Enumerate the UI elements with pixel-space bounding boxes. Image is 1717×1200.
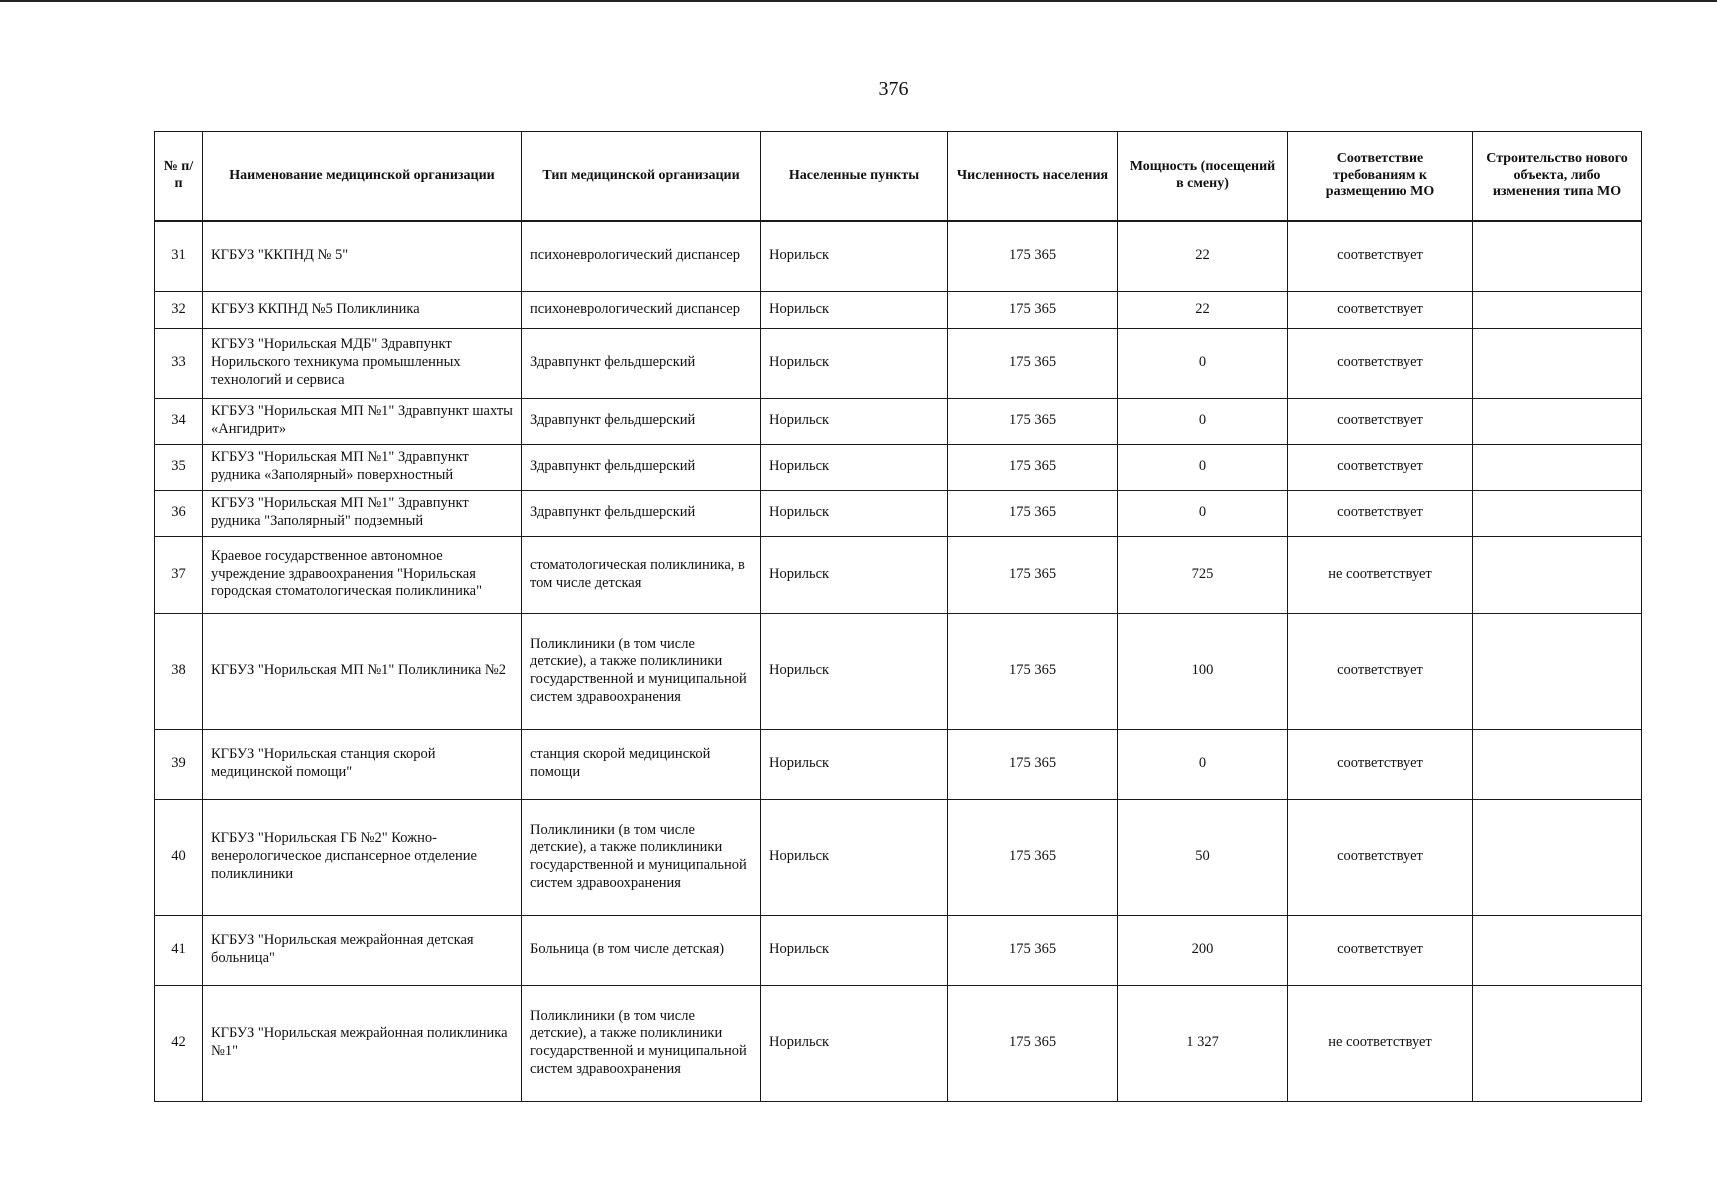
header-construction: Строительство нового объекта, либо изменения типа МО xyxy=(1473,132,1642,222)
row-number: 31 xyxy=(155,221,203,291)
organization-name: КГБУЗ "Норильская межрайонная детская больница" xyxy=(203,915,522,985)
table-row xyxy=(155,444,1642,490)
organization-type: Здравпункт фельдшерский xyxy=(522,444,761,490)
header-localities: Населенные пункты xyxy=(761,132,948,222)
locality: Норильск xyxy=(761,328,948,398)
locality: Норильск xyxy=(761,221,948,291)
organization-name: КГБУЗ "Норильская станция скорой медицинской помощи" xyxy=(203,729,522,799)
row-number: 41 xyxy=(155,915,203,985)
organization-type: Поликлиники (в том числе детские), а также поликлиники государственной и муниципальной систем здравоохранения xyxy=(522,799,761,915)
organization-name: КГБУЗ "Норильская МП №1" Здравпункт рудника "Заполярный" подземный xyxy=(203,490,522,536)
population: 175 365 xyxy=(948,985,1118,1101)
row-number: 39 xyxy=(155,729,203,799)
organization-name: КГБУЗ "Норильская межрайонная поликлиника №1" xyxy=(203,985,522,1101)
capacity: 0 xyxy=(1118,444,1288,490)
construction xyxy=(1473,536,1642,613)
medical-organizations-table xyxy=(154,131,1642,1102)
table-row xyxy=(155,985,1642,1101)
row-number: 38 xyxy=(155,613,203,729)
header-population: Численность населения xyxy=(948,132,1118,222)
construction xyxy=(1473,985,1642,1101)
organization-type: психоневрологический диспансер xyxy=(522,291,761,328)
header-capacity: Мощность (посещений в смену) xyxy=(1118,132,1288,222)
compliance: соответствует xyxy=(1288,729,1473,799)
compliance: соответствует xyxy=(1288,221,1473,291)
construction xyxy=(1473,490,1642,536)
row-number: 40 xyxy=(155,799,203,915)
capacity: 22 xyxy=(1118,291,1288,328)
organization-type: стоматологическая поликлиника, в том числе детская xyxy=(522,536,761,613)
row-number: 42 xyxy=(155,985,203,1101)
construction xyxy=(1473,398,1642,444)
locality: Норильск xyxy=(761,985,948,1101)
organization-type: станция скорой медицинской помощи xyxy=(522,729,761,799)
row-number: 37 xyxy=(155,536,203,613)
capacity: 725 xyxy=(1118,536,1288,613)
header-compliance: Соответствие требованиям к размещению МО xyxy=(1288,132,1473,222)
compliance: соответствует xyxy=(1288,915,1473,985)
compliance: соответствует xyxy=(1288,328,1473,398)
table-row xyxy=(155,398,1642,444)
locality: Норильск xyxy=(761,291,948,328)
organization-type: психоневрологический диспансер xyxy=(522,221,761,291)
page-number: 376 xyxy=(878,78,909,100)
locality: Норильск xyxy=(761,444,948,490)
scan-top-edge xyxy=(0,0,1717,2)
compliance: соответствует xyxy=(1288,398,1473,444)
construction xyxy=(1473,221,1642,291)
organization-name: КГБУЗ "Норильская МП №1" Поликлиника №2 xyxy=(203,613,522,729)
organization-type: Поликлиники (в том числе детские), а также поликлиники государственной и муниципальной систем здравоохранения xyxy=(522,613,761,729)
capacity: 100 xyxy=(1118,613,1288,729)
population: 175 365 xyxy=(948,729,1118,799)
table-row xyxy=(155,291,1642,328)
row-number: 32 xyxy=(155,291,203,328)
organization-name: КГБУЗ "Норильская МП №1" Здравпункт шахты «Ангидрит» xyxy=(203,398,522,444)
row-number: 35 xyxy=(155,444,203,490)
population: 175 365 xyxy=(948,799,1118,915)
table-row xyxy=(155,490,1642,536)
table-row xyxy=(155,915,1642,985)
table-row xyxy=(155,613,1642,729)
organization-name: КГБУЗ "Норильская МП №1" Здравпункт рудника «Заполярный» поверхностный xyxy=(203,444,522,490)
population: 175 365 xyxy=(948,444,1118,490)
construction xyxy=(1473,915,1642,985)
population: 175 365 xyxy=(948,613,1118,729)
compliance: соответствует xyxy=(1288,490,1473,536)
organization-name: КГБУЗ "ККПНД № 5" xyxy=(203,221,522,291)
population: 175 365 xyxy=(948,328,1118,398)
construction xyxy=(1473,729,1642,799)
capacity: 0 xyxy=(1118,328,1288,398)
header-number: № п/п xyxy=(155,132,203,222)
header-organization-name: Наименование медицинской организации xyxy=(203,132,522,222)
row-number: 34 xyxy=(155,398,203,444)
capacity: 22 xyxy=(1118,221,1288,291)
table-row xyxy=(155,799,1642,915)
locality: Норильск xyxy=(761,729,948,799)
header-organization-type: Тип медицинской организации xyxy=(522,132,761,222)
table-row xyxy=(155,221,1642,291)
row-number: 33 xyxy=(155,328,203,398)
locality: Норильск xyxy=(761,613,948,729)
organization-name: КГБУЗ ККПНД №5 Поликлиника xyxy=(203,291,522,328)
compliance: не соответствует xyxy=(1288,985,1473,1101)
organization-type: Поликлиники (в том числе детские), а также поликлиники государственной и муниципальной систем здравоохранения xyxy=(522,985,761,1101)
population: 175 365 xyxy=(948,915,1118,985)
compliance: не соответствует xyxy=(1288,536,1473,613)
population: 175 365 xyxy=(948,291,1118,328)
population: 175 365 xyxy=(948,398,1118,444)
organization-name: КГБУЗ "Норильская МДБ" Здравпункт Норильского техникума промышленных технологий и сервиса xyxy=(203,328,522,398)
locality: Норильск xyxy=(761,536,948,613)
population: 175 365 xyxy=(948,490,1118,536)
organization-type: Здравпункт фельдшерский xyxy=(522,328,761,398)
compliance: соответствует xyxy=(1288,799,1473,915)
population: 175 365 xyxy=(948,536,1118,613)
organization-type: Здравпункт фельдшерский xyxy=(522,398,761,444)
table-row xyxy=(155,729,1642,799)
construction xyxy=(1473,291,1642,328)
locality: Норильск xyxy=(761,799,948,915)
capacity: 50 xyxy=(1118,799,1288,915)
population: 175 365 xyxy=(948,221,1118,291)
locality: Норильск xyxy=(761,915,948,985)
compliance: соответствует xyxy=(1288,613,1473,729)
organization-type: Здравпункт фельдшерский xyxy=(522,490,761,536)
table-header-row xyxy=(155,132,1642,222)
construction xyxy=(1473,799,1642,915)
row-number: 36 xyxy=(155,490,203,536)
construction xyxy=(1473,328,1642,398)
organization-type: Больница (в том числе детская) xyxy=(522,915,761,985)
organization-name: Краевое государственное автономное учреждение здравоохранения "Норильская городская стоматологическая поликлиника" xyxy=(203,536,522,613)
construction xyxy=(1473,613,1642,729)
locality: Норильск xyxy=(761,398,948,444)
capacity: 0 xyxy=(1118,398,1288,444)
table-row xyxy=(155,536,1642,613)
table-row xyxy=(155,328,1642,398)
compliance: соответствует xyxy=(1288,444,1473,490)
organization-name: КГБУЗ "Норильская ГБ №2" Кожно-венерологическое диспансерное отделение поликлиники xyxy=(203,799,522,915)
construction xyxy=(1473,444,1642,490)
capacity: 1 327 xyxy=(1118,985,1288,1101)
capacity: 0 xyxy=(1118,729,1288,799)
locality: Норильск xyxy=(761,490,948,536)
compliance: соответствует xyxy=(1288,291,1473,328)
capacity: 200 xyxy=(1118,915,1288,985)
capacity: 0 xyxy=(1118,490,1288,536)
